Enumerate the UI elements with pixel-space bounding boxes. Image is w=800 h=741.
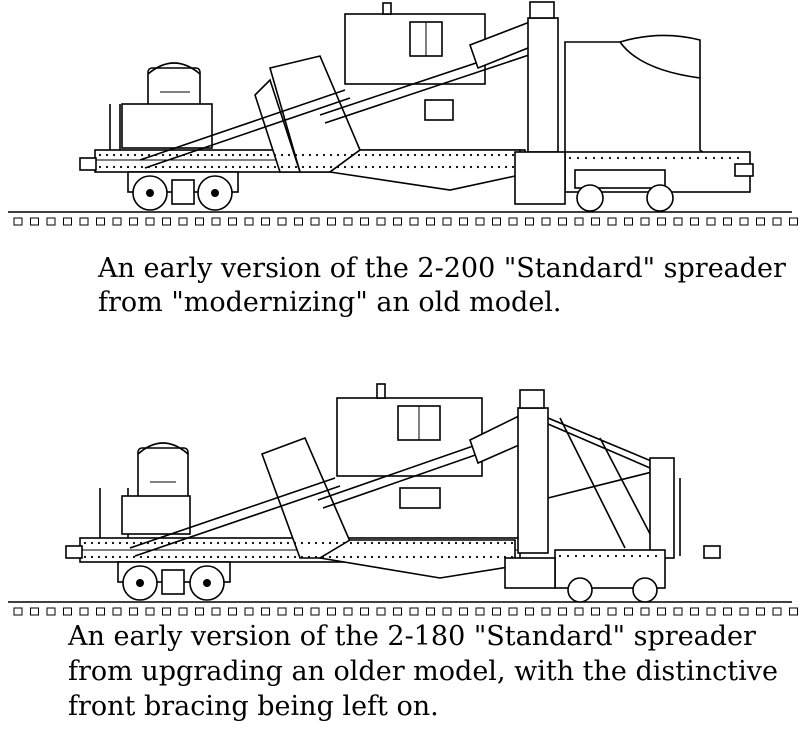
caption-top-line-2: from "modernizing" an old model.	[98, 287, 562, 318]
mast-top	[528, 18, 558, 152]
front-bracing	[548, 418, 680, 558]
ties-bottom	[14, 608, 798, 615]
hull-top	[330, 150, 520, 190]
box-top	[122, 104, 212, 148]
spreader-2-200-drawing	[0, 0, 800, 330]
valve-box-top	[425, 100, 453, 120]
cab-stack-bottom	[377, 384, 385, 398]
mast-bottom	[518, 408, 548, 553]
spreader-2-180-svg	[0, 378, 800, 618]
coupler-front-bottom	[704, 546, 720, 558]
truck-rear-top	[128, 172, 238, 210]
truck-rear-bottom	[118, 562, 230, 600]
caption-bottom-line-1: An early version of the 2-180 "Standard" spreader	[68, 621, 756, 652]
wheel	[647, 185, 673, 211]
coupler-rear-top	[80, 158, 96, 170]
cab-stack-top	[383, 3, 391, 14]
wheel	[577, 185, 603, 211]
caption-top-line-1: An early version of the 2-200 "Standard" spreader	[98, 253, 786, 284]
valve-box-bottom	[400, 488, 440, 508]
wheel	[568, 578, 592, 602]
coupler-rear-bottom	[66, 546, 82, 558]
caption-bottom-line-2: from upgrading an older model, with the distinctive	[68, 656, 778, 687]
hull-bottom	[320, 540, 515, 578]
ties-top	[14, 218, 798, 225]
caption-bottom-line-3: front bracing being left on.	[68, 691, 439, 722]
spreader-2-200-svg	[0, 0, 800, 250]
coupler-front-top	[735, 164, 753, 176]
wheel	[633, 578, 657, 602]
